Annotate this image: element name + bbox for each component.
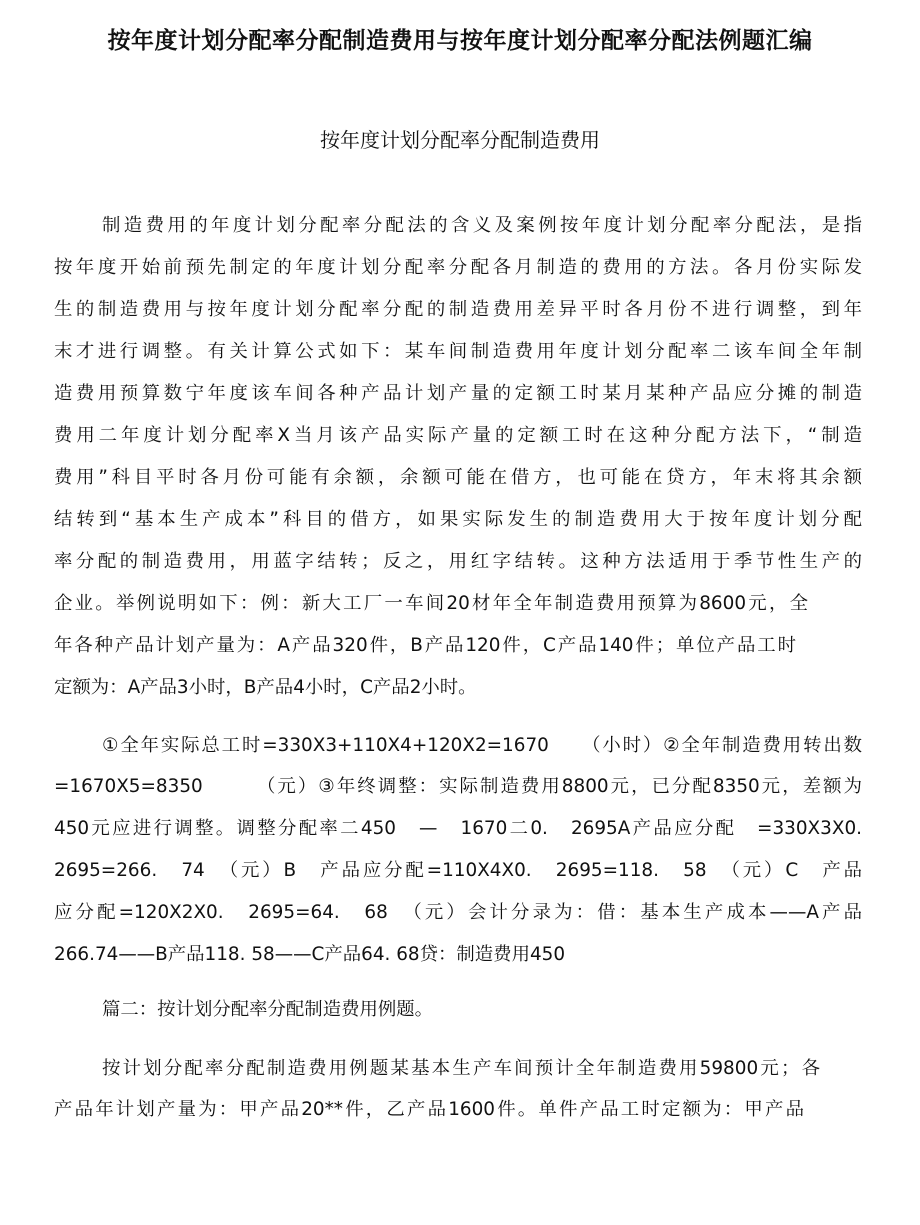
text-line: 266.74——B产品118. 58——C产品64. 68贷：制造费用450: [54, 944, 566, 965]
text-line: 产品年计划产量为：甲产品20**件，乙产品1600件。单件产品工时定额为：甲产品: [54, 1099, 804, 1120]
text-line: 率分配的制造费用，用蓝字结转；反之，用红字结转。这种方法适用于季节性生产的: [54, 551, 862, 572]
text-line: 按年度开始前预先制定的年度计划分配率分配各月制造的费用的方法。各月份实际发: [54, 257, 862, 278]
section-heading: 篇二：按计划分配率分配制造费用例题。: [102, 999, 434, 1020]
text-line: =1670X5=8350 （元）③年终调整：实际制造费用8800元，已分配8350元，差额为: [54, 776, 862, 797]
text-line: 费用二年度计划分配率X当月该产品实际产量的定额工时在这种分配方法下，“制造: [54, 425, 862, 446]
text-line: 企业。举例说明如下：例：新大工厂一车间20材年全年制造费用预算为8600元，全: [54, 593, 808, 614]
text-line: 按计划分配率分配制造费用例题某基本生产车间预计全年制造费用59800元；各: [102, 1058, 820, 1079]
text-line: 450元应进行调整。调整分配率二450 — 1670二0. 2695A产品应分配 =330X3X0.: [54, 818, 862, 839]
text-line: 生的制造费用与按年度计划分配率分配的制造费用差异平时各月份不进行调整，到年: [54, 299, 862, 320]
text-line: 末才进行调整。有关计算公式如下：某车间制造费用年度计划分配率二该车间全年制: [54, 341, 862, 362]
text-line: 2695=266. 74 （元）B 产品应分配=110X4X0. 2695=118. 58 （元）C 产品: [54, 860, 862, 881]
text-line: 定额为：A产品3小时，B产品4小时，C产品2小时。: [54, 677, 477, 698]
text-line: 费用”科目平时各月份可能有余额，余额可能在借方，也可能在贷方，年末将其余额: [54, 467, 862, 488]
text-line: 制造费用的年度计划分配率分配法的含义及案例按年度计划分配率分配法，是指: [102, 215, 862, 236]
document-title: 按年度计划分配率分配制造费用与按年度计划分配率分配法例题汇编: [107, 28, 813, 54]
text-line: ①全年实际总工时=330X3+110X4+120X2=1670 （小时）②全年制造费用转出数: [102, 735, 862, 756]
text-line: 应分配=120X2X0. 2695=64. 68 （元）会计分录为：借：基本生产成本——A产品: [54, 902, 862, 923]
text-line: 结转到“基本生产成本”科目的借方，如果实际发生的制造费用大于按年度计划分配: [54, 509, 862, 530]
text-line: 造费用预算数宁年度该车间各种产品计划产量的定额工时某月某种产品应分摊的制造: [54, 383, 862, 404]
text-line: 年各种产品计划产量为：A产品320件，B产品120件，C产品140件；单位产品工时: [54, 635, 796, 656]
document-subtitle: 按年度计划分配率分配制造费用: [320, 128, 600, 152]
